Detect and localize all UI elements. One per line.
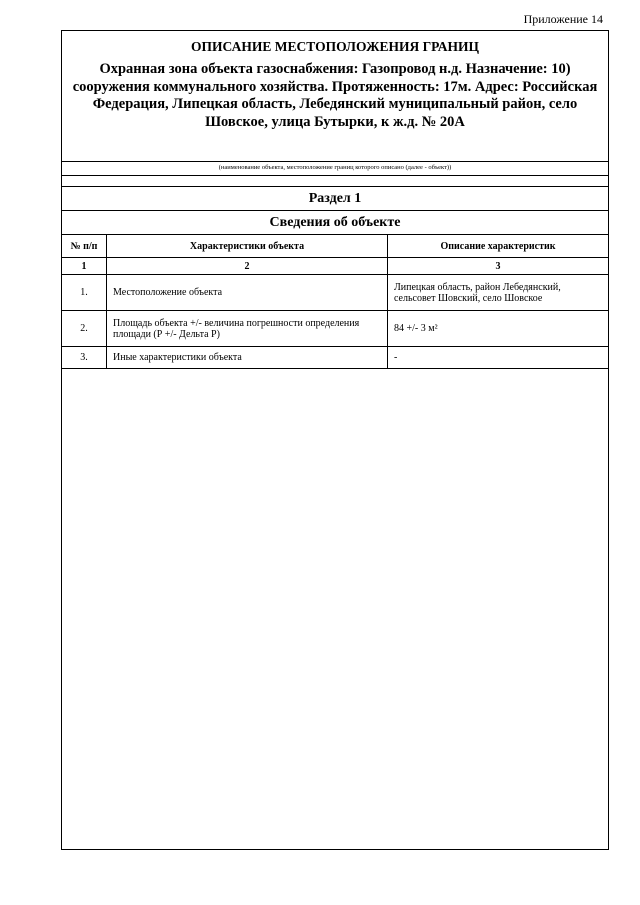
column-number: 2	[107, 258, 388, 275]
row-characteristic: Площадь объекта +/- величина погрешности определения площади (Р +/- Дельта Р)	[107, 311, 388, 347]
row-number: 2.	[62, 311, 107, 347]
row-description: -	[388, 347, 609, 369]
section-title: Раздел 1	[62, 186, 608, 210]
object-name: Охранная зона объекта газоснабжения: Газопровод н.д. Назначение: 10) сооружения коммунального хозяйства. Протяженность: 17м. Адрес: Российская Федерация, Липецкая область, Лебедянский муниципальный район, село Шовское, улица Бутырки, к ж.д. № 20А	[72, 61, 598, 130]
column-number-row	[62, 258, 608, 275]
column-number: 3	[388, 258, 609, 275]
section-subtitle: Сведения об объекте	[62, 210, 608, 234]
row-description: Липецкая область, район Лебедянский, сельсовет Шовский, село Шовское	[388, 275, 609, 311]
row-description: 84 +/- 3 м²	[388, 311, 609, 347]
spacer-row	[62, 175, 608, 186]
appendix-label: Приложение 14	[523, 12, 603, 26]
table-row	[62, 311, 608, 347]
column-number: 1	[62, 258, 107, 275]
header-description: Описание характеристик	[388, 235, 609, 258]
row-number: 3.	[62, 347, 107, 369]
document-frame	[61, 30, 609, 850]
table-row	[62, 275, 608, 311]
row-number: 1.	[62, 275, 107, 311]
row-characteristic: Иные характеристики объекта	[107, 347, 388, 369]
object-caption: (наименование объекта, местоположение границ которого описано (далее - объект))	[62, 161, 608, 175]
object-info-table	[62, 234, 608, 369]
header-characteristic: Характеристики объекта	[107, 235, 388, 258]
header-number: № п/п	[62, 235, 107, 258]
table-header-row	[62, 235, 608, 258]
row-characteristic: Местоположение объекта	[107, 275, 388, 311]
table-row	[62, 347, 608, 369]
document-title: ОПИСАНИЕ МЕСТОПОЛОЖЕНИЯ ГРАНИЦ	[191, 39, 479, 54]
